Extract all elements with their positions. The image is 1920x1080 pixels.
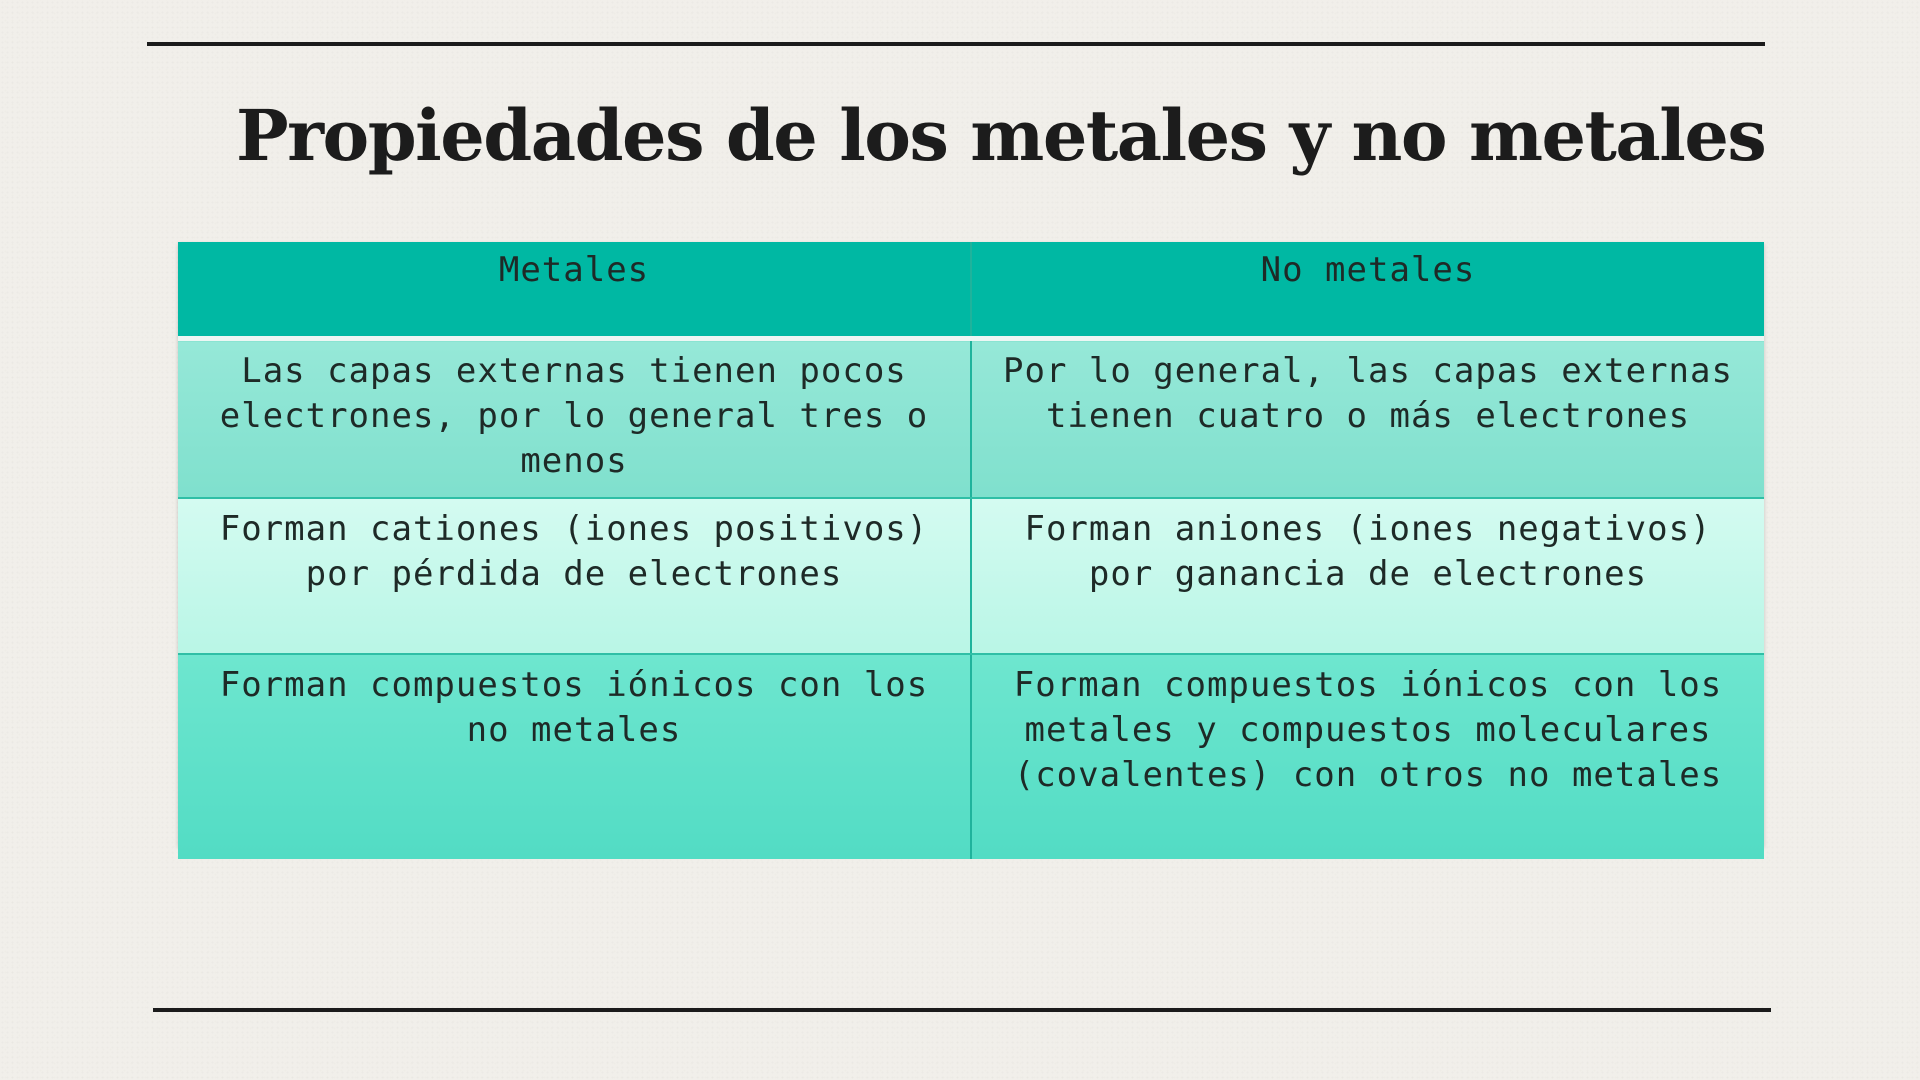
cell-metales: Forman compuestos iónicos con los no metales [178, 654, 971, 859]
cell-metales: Las capas externas tienen pocos electrones, por lo general tres o menos [178, 339, 971, 499]
slide-title: Propiedades de los metales y no metales [236, 94, 1766, 177]
header-no-metales: No metales [971, 242, 1764, 339]
header-metales: Metales [178, 242, 971, 339]
cell-metales: Forman cationes (iones positivos) por pérdida de electrones [178, 498, 971, 654]
table-row [178, 654, 1764, 859]
table-row [178, 498, 1764, 654]
cell-no-metales: Forman compuestos iónicos con los metales y compuestos moleculares (covalentes) con otros no metales [971, 654, 1764, 859]
cell-no-metales: Forman aniones (iones negativos) por ganancia de electrones [971, 498, 1764, 654]
table-row [178, 339, 1764, 499]
top-rule [147, 42, 1765, 46]
bottom-rule [153, 1008, 1771, 1012]
table-header-row [178, 242, 1764, 339]
cell-no-metales: Por lo general, las capas externas tienen cuatro o más electrones [971, 339, 1764, 499]
comparison-table [178, 242, 1764, 846]
